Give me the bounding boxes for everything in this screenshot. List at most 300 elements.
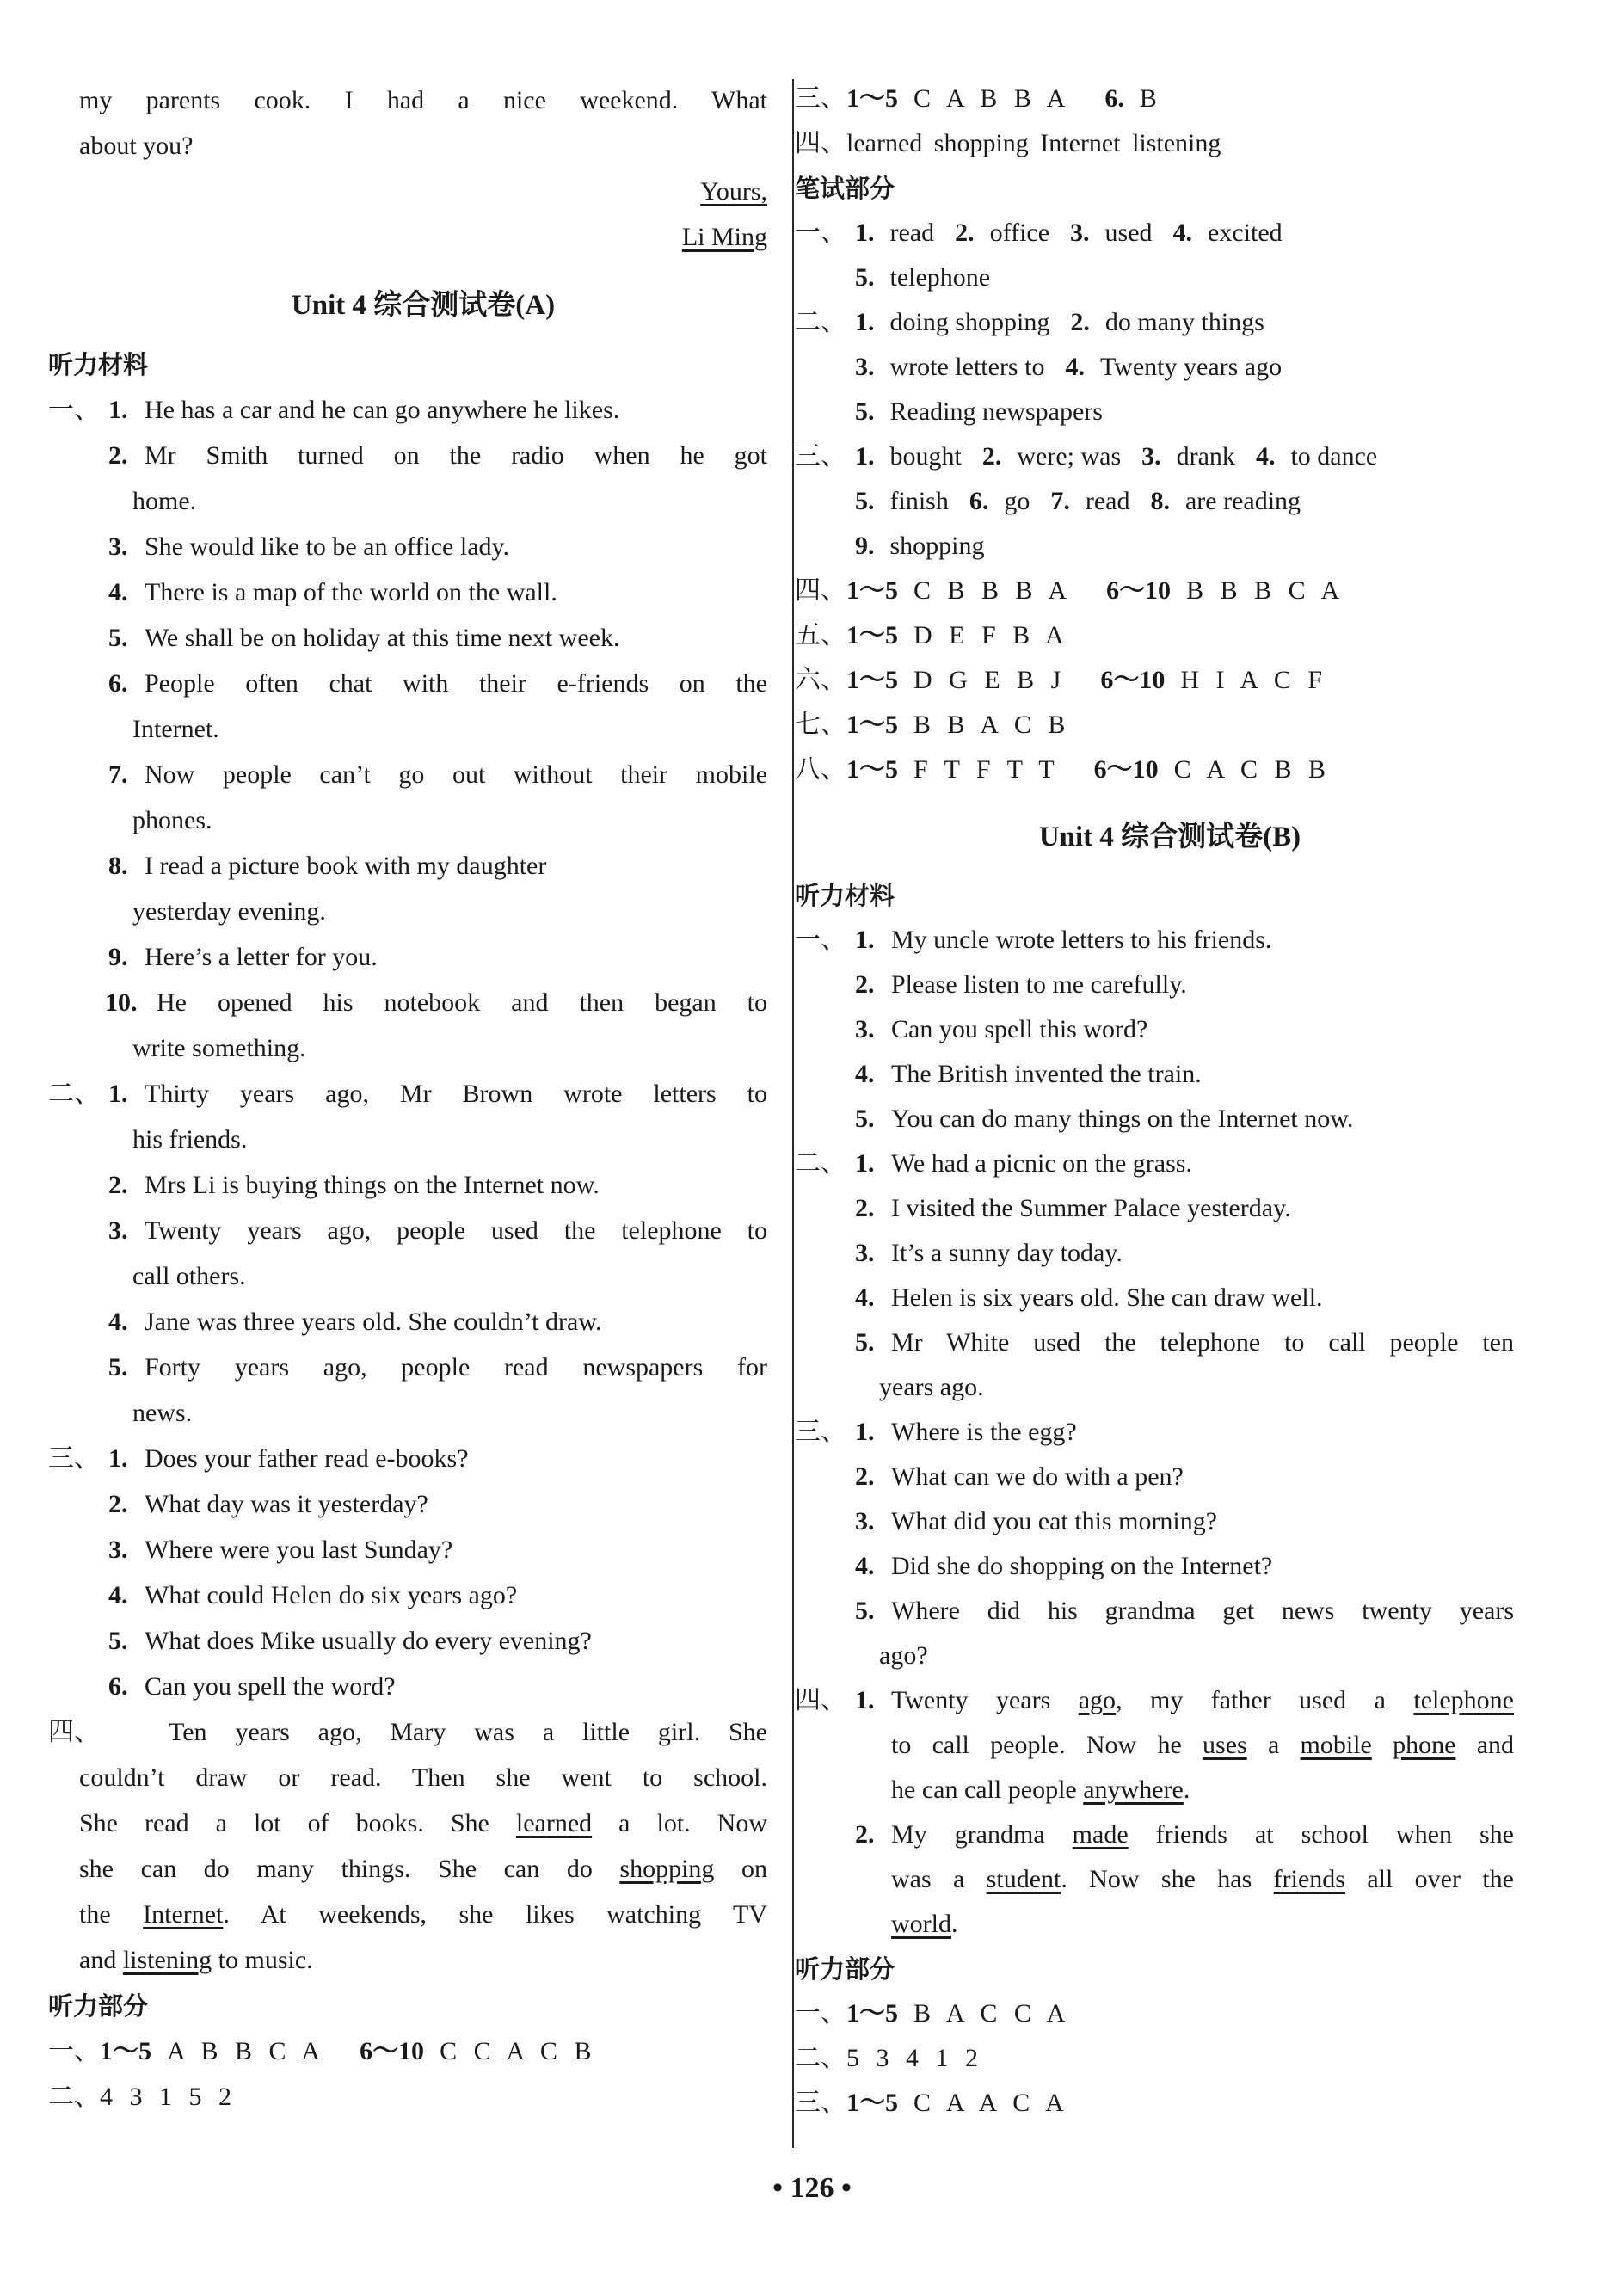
question-group-number: 三、 (795, 442, 846, 471)
text-segment: to music. (212, 1946, 313, 1974)
item-text: The British invented the train. (891, 1060, 1202, 1088)
text-line (79, 79, 767, 122)
text-line (48, 982, 767, 1025)
answer-range: 1～5 (846, 1999, 898, 2028)
text-line (48, 389, 767, 432)
answer-values: read (889, 218, 935, 247)
text-line (795, 480, 1514, 523)
text-line (48, 1164, 767, 1207)
text-line (48, 754, 767, 797)
question-group-number: 二、 (795, 1149, 846, 1178)
item-text: Jane was three years old. She couldn’t draw. (145, 1308, 602, 1336)
answer-range: 6～10 (1106, 576, 1172, 605)
item-number: 3. (855, 1015, 875, 1043)
answer-range: 2. (955, 218, 975, 247)
page-number: • 126 • (772, 2172, 852, 2204)
item-text-continued: home. (132, 487, 197, 515)
item-text: She would like to be an office lady. (145, 532, 510, 561)
text-segment: all over the (1344, 1865, 1514, 1893)
item-text: I visited the Summer Palace yesterday. (891, 1194, 1291, 1222)
item-number: 2. (108, 1490, 128, 1518)
text-line (79, 1255, 767, 1298)
answer-values: go (1004, 487, 1030, 515)
text-segment: and (79, 1946, 123, 1974)
filled-answer: mobile (1300, 1731, 1372, 1759)
answer-row (846, 2082, 1104, 2125)
item-text: Mrs Li is buying things on the Internet now. (145, 1171, 600, 1199)
question-group-number: 六、 (795, 666, 846, 694)
text-line (826, 1634, 1514, 1677)
text-line (48, 1665, 767, 1708)
answer-values: excited (1208, 218, 1283, 247)
item-number: 1. (855, 1149, 875, 1178)
item-text: Mr White used the telephone to call people ten (891, 1328, 1514, 1357)
answer-range: 2. (1070, 308, 1090, 336)
item-text (891, 1813, 1514, 1856)
answer-values: telephone (889, 263, 991, 292)
passage-text (79, 1893, 767, 1936)
text-line (795, 614, 1514, 657)
text-line (48, 434, 767, 477)
item-text: I read a picture book with my daughter (145, 852, 547, 880)
text-line (48, 2076, 767, 2119)
item-number: 2. (108, 1171, 128, 1199)
question-group-number: 四、 (48, 1718, 100, 1746)
item-number: 3. (855, 1507, 875, 1535)
item-text: What can we do with a pen? (891, 1462, 1184, 1491)
answer-values: office (989, 218, 1050, 247)
item-text: Twenty years ago, people used the telephone to (145, 1216, 767, 1245)
answer-values: read (1085, 487, 1130, 515)
answer-values: shopping (889, 532, 985, 560)
answer-values: finish (889, 487, 949, 515)
passage-text (79, 1757, 767, 1800)
item-text: Can you spell this word? (891, 1015, 1148, 1043)
text-line (48, 1209, 767, 1252)
item-number: 1. (855, 1418, 875, 1446)
answer-values: do many things (1104, 308, 1264, 336)
answer-range: 5. (855, 263, 875, 292)
text-segment: . At weekends, she likes watching TV (223, 1900, 767, 1929)
text-line (79, 1118, 767, 1161)
item-text-continued: news. (132, 1399, 193, 1427)
answer-range: 6～10 (360, 2037, 425, 2065)
answer-row (846, 704, 1104, 747)
item-number: 2. (855, 1820, 875, 1849)
text-segment: . Now she has (1061, 1865, 1274, 1893)
item-text: My uncle wrote letters to his friends. (891, 926, 1272, 954)
text-line (79, 125, 767, 168)
text-line (79, 1757, 767, 1800)
filled-answer: phone (1393, 1731, 1456, 1759)
text-line (48, 1346, 767, 1389)
filled-answer: learned (515, 1809, 593, 1837)
item-text: It’s a sunny day today. (891, 1239, 1123, 1267)
text-line (79, 480, 767, 523)
answer-values: C B B B A (914, 576, 1073, 605)
answer-values: B B A C B (914, 711, 1071, 739)
text-line (795, 748, 1514, 791)
text-line (48, 1985, 736, 2028)
item-number: 3. (108, 532, 128, 561)
item-text: Now people can’t go out without their mobile (145, 760, 767, 789)
text-segment: he can call people (891, 1775, 1084, 1804)
text-line (795, 256, 1514, 299)
answer-range: 6. (969, 487, 989, 515)
text-segment (1372, 1731, 1393, 1759)
text-line (795, 167, 1483, 210)
answer-row (855, 480, 1321, 523)
answer-range: 3. (855, 353, 875, 381)
answer-range: 6～10 (1100, 666, 1166, 694)
text-line (79, 799, 767, 842)
item-text-continued (891, 1769, 1514, 1812)
item-text: We had a picnic on the grass. (891, 1149, 1192, 1178)
text-line (795, 212, 1514, 255)
item-text-continued: yesterday evening. (132, 897, 326, 926)
text-line (826, 1903, 1514, 1946)
answer-values: D E F B A (914, 621, 1069, 649)
answer-row (846, 2037, 1018, 2080)
answer-range: 6～10 (1093, 755, 1159, 784)
item-text-continued (891, 1903, 1514, 1946)
text-line (795, 391, 1514, 434)
answer-range: 1～5 (846, 666, 898, 694)
text-line (795, 963, 1514, 1006)
answer-values: were; was (1017, 442, 1122, 471)
text-line (48, 1483, 767, 1526)
item-number: 4. (855, 1283, 875, 1312)
item-text: Did she do shopping on the Internet? (891, 1552, 1273, 1580)
passage-text (79, 1802, 767, 1845)
answer-row (846, 614, 1104, 657)
answer-row (855, 346, 1302, 389)
item-number: 4. (855, 1552, 875, 1580)
filled-answer: telephone (1413, 1686, 1514, 1714)
question-group-number: 三、 (795, 1418, 846, 1446)
text-line (48, 936, 767, 979)
item-text: Can you spell the word? (145, 1672, 396, 1701)
item-text-continued: phones. (132, 806, 212, 834)
item-text-continued: ago? (879, 1641, 928, 1670)
answer-range: 4. (1255, 442, 1276, 471)
item-number: 1. (108, 1444, 128, 1473)
text-segment: Twenty years (891, 1686, 1079, 1714)
item-number: 4. (108, 1581, 128, 1609)
question-group-number: 三、 (795, 84, 846, 113)
answer-values: D G E B J (914, 666, 1067, 694)
filled-answer: student (986, 1865, 1061, 1893)
item-text: He has a car and he can go anywhere he likes. (145, 396, 620, 424)
item-number: 2. (108, 441, 128, 470)
item-number: 3. (108, 1535, 128, 1564)
filled-answer: made (1072, 1820, 1129, 1849)
text-line (795, 919, 1514, 962)
text-line (795, 122, 1514, 165)
answer-values: B B B C A (1186, 576, 1345, 605)
section-heading: 笔试部分 (795, 174, 895, 203)
text-line (48, 1620, 767, 1663)
answer-values: H I A C F (1180, 666, 1328, 694)
answer-range: 9. (855, 532, 875, 560)
answer-values: A B B C A (167, 2037, 326, 2065)
answer-row (855, 435, 1398, 478)
text-line (826, 1769, 1514, 1812)
item-text: Where were you last Sunday? (145, 1535, 453, 1564)
question-group-number: 四、 (795, 1686, 846, 1714)
text-line (795, 77, 1514, 120)
text-segment: a lot. Now (592, 1809, 767, 1837)
text-line (79, 1848, 767, 1891)
answer-row (100, 2030, 631, 2073)
filled-answer: uses (1203, 1731, 1247, 1759)
item-text: He opened his notebook and then began to (157, 988, 767, 1017)
text-line (79, 1893, 767, 1936)
item-text: What did you eat this morning? (891, 1507, 1218, 1535)
item-text: People often chat with their e-friends on the (145, 669, 767, 698)
answer-values: drank (1176, 442, 1235, 471)
text-segment: to call people. Now he (891, 1731, 1203, 1759)
filled-answer: shopping (619, 1855, 715, 1883)
answer-values: C A C B B (1173, 755, 1332, 784)
answer-range: 5. (855, 487, 875, 515)
text-line (79, 216, 767, 259)
item-number: 2. (855, 1462, 875, 1491)
item-number: 6. (108, 669, 128, 698)
section-heading: 听力材料 (795, 881, 895, 910)
text-line (79, 170, 767, 213)
text-line (795, 1142, 1514, 1185)
answer-range: 1～5 (846, 84, 898, 113)
text-line (795, 1545, 1514, 1588)
answer-row (846, 748, 1365, 791)
answer-range: 8. (1150, 487, 1170, 515)
item-number: 5. (108, 1627, 128, 1655)
body-text: about you? (79, 132, 194, 160)
column-divider (792, 79, 794, 2148)
text-line (795, 1053, 1514, 1096)
answer-row (855, 391, 1123, 434)
text-segment: , my father used a (1116, 1686, 1414, 1714)
item-text: Thirty years ago, Mr Brown wrote letters to (145, 1080, 767, 1108)
question-group-number: 七、 (795, 711, 846, 739)
filled-answer: ago (1078, 1686, 1116, 1714)
answer-values: C A A C A (914, 2089, 1069, 2117)
item-number: 7. (108, 760, 128, 789)
text-line (795, 1098, 1514, 1141)
answer-values: C A B B A (914, 84, 1071, 113)
question-group-number: 一、 (795, 218, 846, 247)
item-text: What could Helen do six years ago? (145, 1581, 518, 1609)
text-line (826, 1366, 1514, 1409)
section-heading: 听力材料 (48, 350, 149, 379)
text-line (795, 1948, 1483, 1991)
text-line (826, 1724, 1514, 1767)
item-text-continued (891, 1724, 1514, 1767)
filled-answer: listening (122, 1946, 212, 1974)
item-text-continued: his friends. (132, 1125, 248, 1154)
answer-range: 1～5 (846, 2089, 898, 2117)
answer-values: B A C C A (914, 1999, 1071, 2028)
text-segment: friends at school when she (1128, 1820, 1514, 1849)
item-text: Here’s a letter for you. (145, 943, 378, 971)
section-heading: 听力部分 (795, 1954, 895, 1984)
question-group-number: 一、 (48, 2037, 100, 2065)
question-group-number: 一、 (795, 926, 846, 954)
item-number: 5. (108, 1353, 128, 1382)
item-text-continued (891, 1858, 1514, 1901)
text-line (48, 1301, 767, 1344)
item-number: 1. (108, 396, 128, 424)
answer-values: bought (889, 442, 962, 471)
item-number: 3. (108, 1216, 128, 1245)
answer-range: 7. (1050, 487, 1070, 515)
section-heading: 听力部分 (48, 1991, 149, 2021)
item-text: We shall be on holiday at this time next week. (145, 624, 620, 652)
text-line (48, 1574, 767, 1617)
section-title (79, 284, 767, 327)
question-group-number: 二、 (795, 2044, 846, 2072)
text-line (48, 2030, 767, 2073)
text-line (795, 1455, 1514, 1499)
body-text: my parents cook. I had a nice weekend. What (79, 86, 767, 114)
answer-values: used (1104, 218, 1153, 247)
signature-text: Yours, (700, 177, 767, 206)
item-number: 1. (855, 1686, 875, 1714)
answer-range: 6. (1104, 84, 1124, 113)
question-group-number: 五、 (795, 621, 846, 649)
text-line (79, 1027, 767, 1070)
filled-answer: Internet (143, 1900, 224, 1929)
text-segment: She read a lot of books. She (79, 1809, 516, 1837)
answer-row (846, 77, 1196, 120)
item-text: What does Mike usually do every evening? (145, 1627, 592, 1655)
item-number: 5. (855, 1105, 875, 1133)
text-line (795, 525, 1514, 568)
item-number: 5. (108, 624, 128, 652)
answer-values: 4 3 1 5 2 (100, 2083, 237, 2111)
item-number: 2. (855, 970, 875, 999)
item-number: 2. (855, 1194, 875, 1222)
text-line (795, 301, 1514, 344)
answer-values: Reading newspapers (889, 397, 1103, 426)
item-text: Where did his grandma get news twenty years (891, 1597, 1514, 1625)
text-line (48, 1529, 767, 1572)
answer-range: 1. (855, 218, 875, 247)
question-group-number: 二、 (795, 308, 846, 336)
answer-values: 5 3 4 1 2 (846, 2044, 983, 2072)
question-group-number: 四、 (795, 129, 846, 157)
section-title-text: Unit 4 综合测试卷(A) (291, 290, 556, 321)
item-text (891, 1679, 1514, 1722)
text-line (795, 1232, 1514, 1275)
filled-answer: world (891, 1910, 951, 1938)
section-title-text: Unit 4 综合测试卷(B) (1038, 822, 1301, 852)
item-number: 4. (855, 1060, 875, 1088)
answer-range: 1. (855, 308, 875, 336)
item-text-continued: Internet. (132, 715, 219, 743)
answer-range: 5. (855, 397, 875, 426)
question-group-number: 四、 (795, 576, 846, 605)
text-segment: . (951, 1910, 958, 1938)
text-line (795, 1992, 1514, 2035)
answer-range: 1. (855, 442, 875, 471)
item-text: Helen is six years old. She can draw well. (891, 1283, 1323, 1312)
item-text: Please listen to me carefully. (891, 970, 1187, 999)
filled-answer: anywhere (1083, 1775, 1184, 1804)
item-number: 5. (855, 1328, 875, 1357)
text-line (795, 1321, 1514, 1364)
answer-row (855, 301, 1285, 344)
item-number: 6. (108, 1672, 128, 1701)
text-line (795, 1008, 1514, 1051)
passage-text (169, 1711, 767, 1754)
item-text: Where is the egg? (891, 1418, 1077, 1446)
text-line (79, 1392, 767, 1435)
answer-row (100, 2076, 271, 2119)
text-line (795, 2037, 1514, 2080)
section-title (826, 815, 1514, 858)
item-text: You can do many things on the Internet now. (891, 1105, 1354, 1133)
text-segment: was a (891, 1865, 987, 1893)
answer-range: 3. (1141, 442, 1161, 471)
text-segment: couldn’t draw or read. Then she went to school. (79, 1763, 767, 1792)
passage-text (79, 1848, 767, 1891)
item-text: Mr Smith turned on the radio when he got (145, 441, 767, 470)
text-line (795, 1813, 1514, 1856)
answer-row (846, 569, 1379, 612)
text-line (48, 662, 767, 705)
text-segment: on (714, 1855, 768, 1883)
item-text: What day was it yesterday? (145, 1490, 428, 1518)
text-segment: she can do many things. She can do (79, 1855, 620, 1883)
answer-values: Twenty years ago (1099, 353, 1283, 381)
text-line (48, 617, 767, 660)
text-line (795, 1277, 1514, 1320)
answer-row (855, 525, 1006, 568)
text-line (795, 2082, 1514, 2125)
text-line (48, 1437, 767, 1480)
text-segment: My grandma (891, 1820, 1073, 1849)
text-line (48, 343, 736, 386)
passage-text (79, 1939, 767, 1982)
item-number: 3. (855, 1239, 875, 1267)
text-line (795, 435, 1514, 478)
item-number: 10. (105, 988, 138, 1017)
item-number: 5. (855, 1597, 875, 1625)
item-number: 1. (855, 926, 875, 954)
answer-row (846, 659, 1362, 702)
text-segment: Ten years ago, Mary was a little girl. She (169, 1718, 767, 1746)
question-group-number: 一、 (795, 1999, 846, 2028)
answer-range: 1～5 (100, 2037, 151, 2065)
text-segment: the (79, 1900, 144, 1929)
item-text-continued: write something. (132, 1034, 306, 1062)
question-group-number: 二、 (48, 1080, 100, 1108)
answer-range: 2. (981, 442, 1002, 471)
item-text-continued: years ago. (879, 1373, 984, 1401)
item-number: 4. (108, 1308, 128, 1336)
question-group-number: 三、 (795, 2089, 846, 2117)
filled-answer: friends (1273, 1865, 1345, 1893)
text-line (79, 1939, 767, 1982)
text-segment: a (1246, 1731, 1301, 1759)
text-line (826, 1858, 1514, 1901)
answer-values: are reading (1184, 487, 1301, 515)
answer-values: to dance (1290, 442, 1378, 471)
text-line (795, 346, 1514, 389)
text-segment: . (1183, 1775, 1190, 1804)
